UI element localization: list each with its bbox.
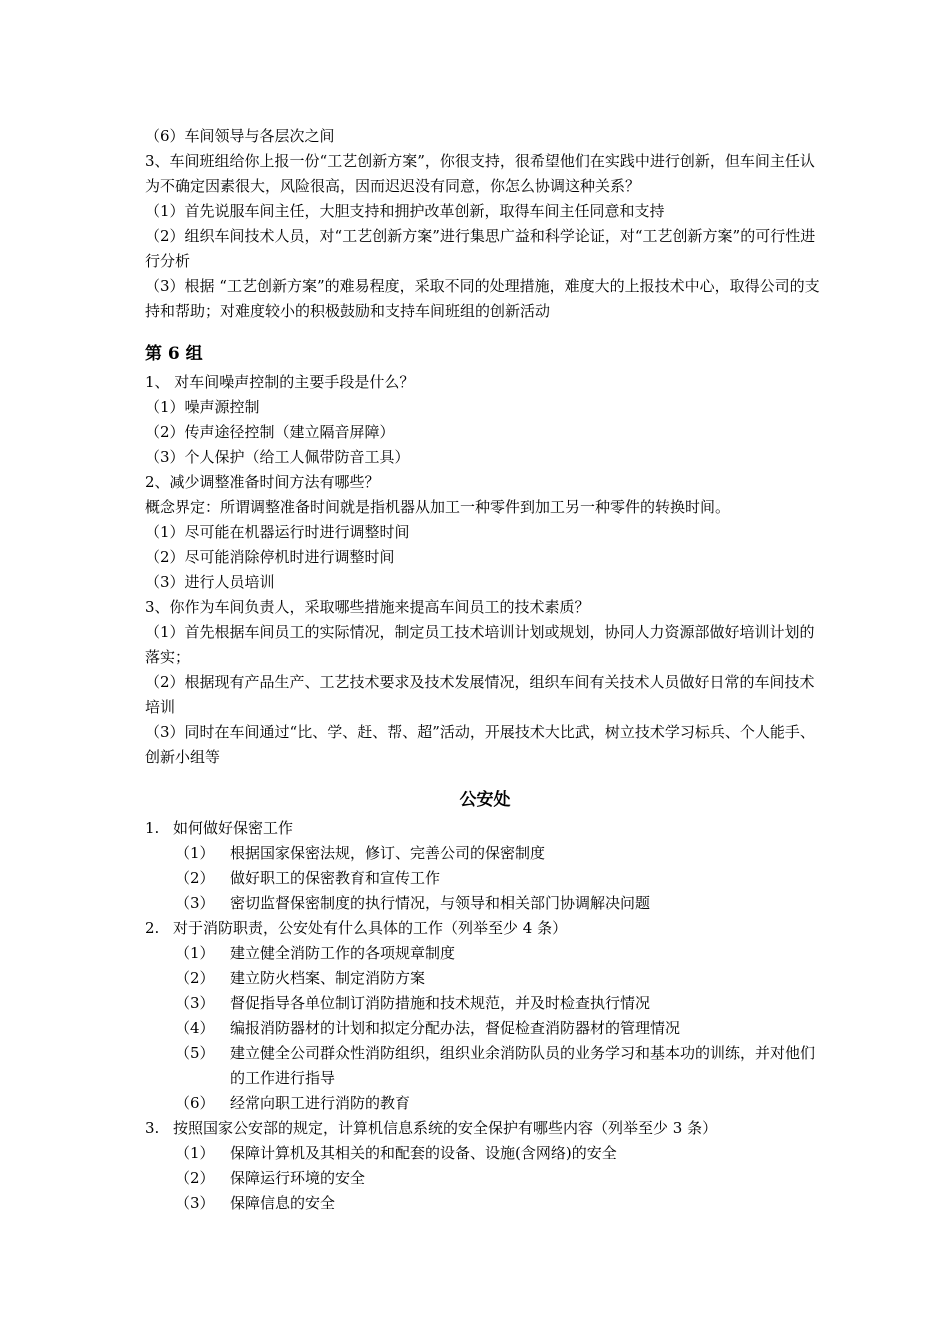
list-item — [145, 991, 825, 1016]
list-item — [145, 1191, 825, 1216]
paragraph-line: （6）车间领导与各层次之间 — [145, 127, 335, 145]
list-item — [145, 966, 825, 991]
answer-line: （3）同时在车间通过“比、学、赶、帮、超”活动，开展技术大比武，树立技术学习标兵、个人能手、创新小组等 — [145, 723, 815, 766]
item-text: 建立健全公司群众性消防组织，组织业余消防队员的业务学习和基本功的训练，并对他们的工作进行指导 — [230, 1044, 816, 1087]
item-text: 密切监督保密制度的执行情况，与领导和相关部门协调解决问题 — [230, 894, 651, 912]
numbered-question — [145, 816, 825, 841]
numbered-question — [145, 1116, 825, 1141]
answer-line: （1）首先说服车间主任，大胆支持和拥护改革创新，取得车间主任同意和支持 — [145, 202, 665, 220]
answer-line: （2）尽可能消除停机时进行调整时间 — [145, 548, 395, 566]
item-number: （3） — [175, 894, 215, 912]
list-item — [145, 941, 825, 966]
list-item — [145, 1166, 825, 1191]
concept-note: 概念界定：所谓调整准备时间就是指机器从加工一种零件到加工另一种零件的转换时间。 — [145, 498, 731, 516]
item-text: 建立防火档案、制定消防方案 — [230, 969, 426, 987]
question-1-text: 1、 对车间噪声控制的主要手段是什么？ — [145, 373, 415, 391]
public-security-heading: 公安处 — [459, 790, 511, 810]
list-item — [145, 1016, 825, 1041]
answer-line: （2）根据现有产品生产、工艺技术要求及技术发展情况，组织车间有关技术人员做好日常的车间技术培训 — [145, 673, 815, 716]
answer-line: （3）个人保护（给工人佩带防音工具） — [145, 448, 410, 466]
item-text: 做好职工的保密教育和宣传工作 — [230, 869, 441, 887]
question-text: 如何做好保密工作 — [173, 819, 294, 837]
answer-line: （2）组织车间技术人员，对“工艺创新方案”进行集思广益和科学论证，对“工艺创新方案”的可行性进行分析 — [145, 227, 816, 270]
item-number: （1） — [175, 944, 215, 962]
question-text: 按照国家公安部的规定，计算机信息系统的安全保护有哪些内容（列举至少 3 条） — [173, 1119, 718, 1137]
question-text: 对于消防职责，公安处有什么具体的工作（列举至少 4 条） — [173, 919, 568, 937]
item-text: 建立健全消防工作的各项规章制度 — [230, 944, 456, 962]
item-number: （1） — [175, 1144, 215, 1162]
item-text: 编报消防器材的计划和拟定分配办法，督促检查消防器材的管理情况 — [230, 1019, 681, 1037]
list-item — [145, 841, 825, 866]
item-number: （1） — [175, 844, 215, 862]
document-page — [145, 124, 825, 1216]
item-number: （5） — [175, 1044, 215, 1062]
question-number: 1. — [145, 819, 160, 837]
item-text: 保障运行环境的安全 — [230, 1169, 366, 1187]
answer-line: （2）传声途径控制（建立隔音屏障） — [145, 423, 395, 441]
question-3-text: 3、你作为车间负责人，采取哪些措施来提高车间员工的技术素质？ — [145, 598, 590, 616]
question-number: 3. — [145, 1119, 160, 1137]
question-2-text: 2、减少调整准备时间方法有哪些？ — [145, 473, 380, 491]
item-text: 根据国家保密法规，修订、完善公司的保密制度 — [230, 844, 546, 862]
group-6-heading: 第 6 组 — [145, 344, 203, 364]
question-number: 2. — [145, 919, 160, 937]
item-text: 保障计算机及其相关的和配套的设备、设施(含网络)的安全 — [230, 1144, 617, 1162]
answer-line: （3）进行人员培训 — [145, 573, 275, 591]
item-text: 督促指导各单位制订消防措施和技术规范，并及时检查执行情况 — [230, 994, 651, 1012]
answer-line: （1）噪声源控制 — [145, 398, 260, 416]
item-text: 保障信息的安全 — [230, 1194, 336, 1212]
item-number: （4） — [175, 1019, 215, 1037]
list-item — [145, 866, 825, 891]
answer-line: （1）首先根据车间员工的实际情况，制定员工技术培训计划或规划，协同人力资源部做好培训计划的落实； — [145, 623, 815, 666]
list-item — [145, 1091, 825, 1116]
question-3-text: 3、车间班组给你上报一份“工艺创新方案”，你很支持，很希望他们在实践中进行创新，但车间主任认为不确定因素很大，风险很高，因而迟迟没有同意，你怎么协调这种关系？ — [145, 152, 815, 195]
list-item — [145, 1141, 825, 1166]
item-number: （3） — [175, 994, 215, 1012]
numbered-question — [145, 916, 825, 941]
item-text: 经常向职工进行消防的教育 — [230, 1094, 411, 1112]
list-item — [145, 891, 825, 916]
list-item — [145, 1041, 825, 1091]
answer-line: （1）尽可能在机器运行时进行调整时间 — [145, 523, 410, 541]
item-number: （2） — [175, 969, 215, 987]
item-number: （6） — [175, 1094, 215, 1112]
item-number: （2） — [175, 1169, 215, 1187]
answer-line: （3）根据 “工艺创新方案”的难易程度，采取不同的处理措施，难度大的上报技术中心，取得公司的支持和帮助；对难度较小的积极鼓励和支持车间班组的创新活动 — [145, 277, 820, 320]
item-number: （3） — [175, 1194, 215, 1212]
item-number: （2） — [175, 869, 215, 887]
